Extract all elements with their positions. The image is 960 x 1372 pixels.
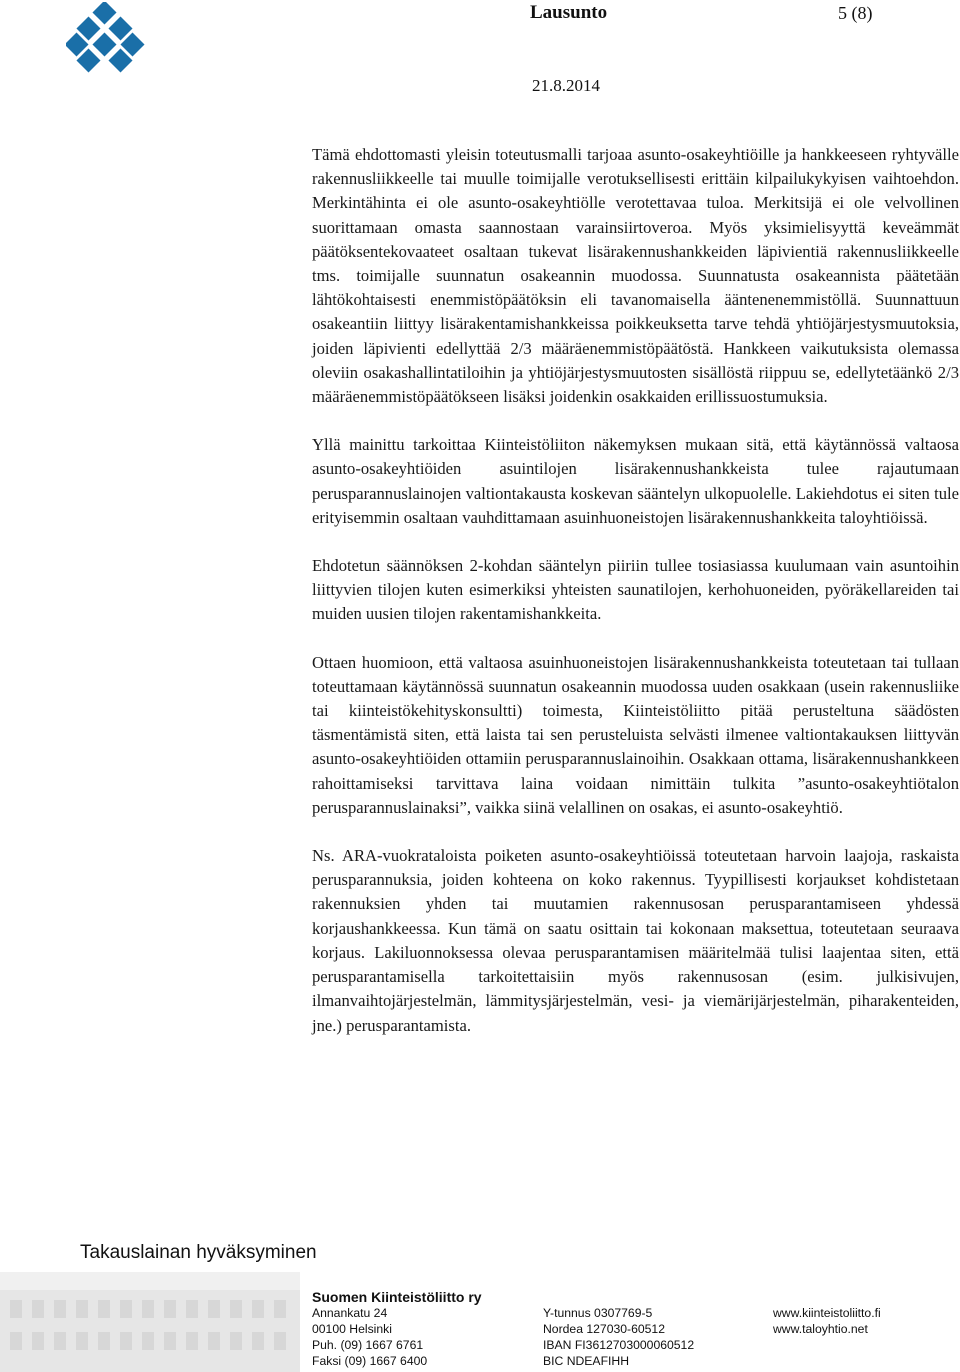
footer-line: 00100 Helsinki <box>312 1322 392 1336</box>
paragraph: Ehdotetun säännöksen 2-kohdan sääntelyn piiriin tullee tosiasiassa kuulumaan vain asuntoihin liittyvien tilojen kuten esimerkiksi yhteisten saunatilojen, kerhohuoneiden, pyöräkellareiden tai muiden uusien tilojen rakentamishankkeita. <box>312 556 959 624</box>
document-type-title: Lausunto <box>530 2 608 23</box>
footer-line: BIC NDEAFIHH <box>543 1354 629 1368</box>
building-facade-image <box>0 1272 300 1372</box>
footer-line: IBAN FI3612703000060512 <box>543 1338 695 1352</box>
paragraph: Yllä mainittu tarkoittaa Kiinteistöliiton näkemyksen mukaan sitä, että käytännössä valtaosa asunto-osakeyhtiöiden asuintilojen lisärakennushankkeista tulee rajautumaan perusparannuslainojen valtiontakausta koskevan sääntelyn ulkopuolelle. Lakiehdotus ei siten tule erityisemmin osaltaan vauhdittamaan asuinhuoneistojen lisärakennushankkeita taloyhtiöissä. <box>312 435 959 527</box>
paragraph: Ns. ARA-vuokrataloista poiketen asunto-osakeyhtiöissä toteutetaan harvoin laajoja, raskaista perusparannuksia, joiden kohteena on koko rakennus. Tyypillisesti korjaukset kohdistetaan rakennuksien yhden tai muutamien rakennusosan perusparantamiseen yhdessä korjaushankkeessa. Kun tämä on saatu osittain tai kokonaan maksettua, toteutetaan seuraava korjaus. Lakiluonnoksessa olevaa perusparantamisen määritelmää tulisi laajentaa siten, että perusparantamisella tarkoitettaisiin myös rakennusosan (esim. julkisivujen, ilmanvaihtojärjestelmän, lämmitysjärjestelmän, vesi- ja viemärijärjestelmän, piharakenteiden, jne.) perusparantamista. <box>312 846 959 1035</box>
footer-line: Annankatu 24 <box>312 1306 388 1320</box>
document-body <box>312 143 959 1062</box>
footer-line: Y-tunnus 0307769-5 <box>543 1306 653 1320</box>
footer-link[interactable]: www.kiinteistoliitto.fi <box>773 1306 881 1320</box>
footer-line: Faksi (09) 1667 6400 <box>312 1354 428 1368</box>
document-date: 21.8.2014 <box>532 76 600 95</box>
footer-line: Puh. (09) 1667 6761 <box>312 1338 424 1352</box>
footer-organization: Suomen Kiinteistöliitto ry <box>312 1289 482 1305</box>
footer-address <box>312 1305 427 1369</box>
kiinteistoliitto-logo-icon <box>66 2 146 82</box>
footer-line: Nordea 127030-60512 <box>543 1322 665 1336</box>
paragraph: Tämä ehdottomasti yleisin toteutusmalli tarjoaa asunto-osakeyhtiöille ja hankkeeseen ryhtyvälle rakennusliikkeelle tai muulle toimijalle verotuksellisesti erittäin kilpailukykyisen vaihtoehdon. Merkintähinta ei ole asunto-osakeyhtiölle verotettavaa tuloa. Merkitsijä ei ole velvollinen suorittamaan omasta saannostaan varainsiirtoveroa. Myös yksimielisyyttä keveämmät päätöksentekovaateet osaltaan tukevat lisärakennushankkeiden läpivientiä rakennusliikkeelle tms. toimijalle suunnatun osakeannin muodossa. Suunnatusta osakeannista päätetään lähtökohtaisesti enemmistöpäätöksin eli tavanomaisella ääntenenemmistöllä. Suunnattuun osakeantiin liittyy lisärakentamishankkeissa poikkeuksetta tarve tehdä yhtiöjärjestysmuutoksia, joiden läpivienti edellyttää 2/3 määräenemmistöpäätöstä. Hankkeen vaikutuksista olemassa oleviin osakashallintatiloihin ja yhtiöjärjestysmuutosten sisällöstä riippuu se, edellytetäänkö 2/3 määräenemmistöpäätökseen lisäksi joidenkin osakkaiden erillissuostumuksia. <box>312 145 959 407</box>
footer-link[interactable]: www.taloyhtio.net <box>773 1322 868 1336</box>
page-number: 5 (8) <box>838 3 873 23</box>
footer-websites <box>773 1305 881 1337</box>
paragraph: Ottaen huomioon, että valtaosa asuinhuoneistojen lisärakennushankkeista toteutetaan tai tullaan toteuttamaan käytännössä suunnatun osakeannin muodossa uuden osakkaan (usein rakennusliike tai kiinteistökehityskonsultti) toimesta, Kiinteistöliitto pitää perusteltuna säädösten täsmentämistä siten, että laista tai sen perusteluista selvästi ilmenee valtiontakauksen liittyvän asunto-osakeyhtiöiden ottamiin perusparannuslainoihin. Osakkaan ottama, lisärakennushankkeen rahoittamiseksi tarvittava laina voidaan nimittäin tulkita ”asunto-osakeyhtiötalon perusparannuslainaksi”, vaikka siinä velallinen on osakas, ei asunto-osakeyhtiö. <box>312 652 959 817</box>
footer-bank-info <box>543 1305 694 1369</box>
section-heading: Takauslainan hyväksyminen <box>80 1242 317 1263</box>
